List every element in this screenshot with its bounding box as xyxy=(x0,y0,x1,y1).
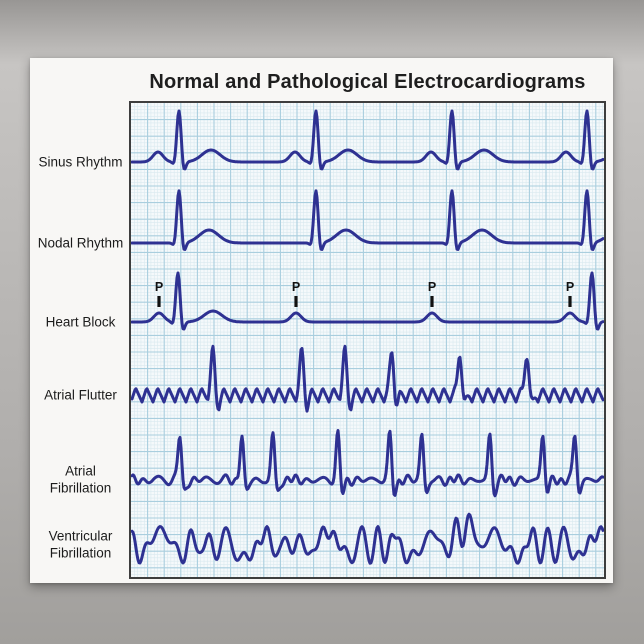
row-label-nodal xyxy=(33,234,128,251)
p-wave-marker-label: P xyxy=(154,280,164,294)
ecg-grid-minor xyxy=(131,103,604,577)
row-label-line: Heart Block xyxy=(45,314,116,330)
row-label-line: Sinus Rhythm xyxy=(38,154,123,170)
ecg-grid-major xyxy=(131,103,604,577)
row-label-atrial_fibrillation xyxy=(33,463,128,498)
p-wave-marker-tick xyxy=(430,296,433,307)
row-label-line: Fibrillation xyxy=(49,546,112,561)
row-label-heart_block xyxy=(33,313,128,330)
row-label-line: Ventricular xyxy=(48,528,113,544)
row-label-sinus xyxy=(33,153,128,170)
row-label-line: Atrial Flutter xyxy=(44,387,117,403)
p-wave-marker-tick xyxy=(157,296,160,307)
p-wave-marker-label: P xyxy=(565,280,575,294)
row-label-line: Atrial xyxy=(65,463,96,479)
ecg-chart xyxy=(129,101,606,579)
p-wave-marker-tick xyxy=(294,296,297,307)
row-label-ventricular_fibrillation xyxy=(33,528,128,563)
row-label-atrial_flutter xyxy=(33,386,128,403)
ecg-trace-atrial_fibrillation xyxy=(132,431,603,496)
ecg-poster xyxy=(30,58,613,583)
p-wave-marker-label: P xyxy=(291,280,301,294)
row-label-column xyxy=(30,103,129,577)
ecg-trace-nodal xyxy=(132,191,603,250)
ecg-trace-heart_block xyxy=(132,273,603,329)
p-wave-marker-label: P xyxy=(427,280,437,294)
p-wave-marker-tick xyxy=(568,296,571,307)
poster-title: Normal and Pathological Electrocardiograms xyxy=(149,71,586,93)
row-label-line: Nodal Rhythm xyxy=(37,235,124,251)
row-label-line: Fibrillation xyxy=(49,481,112,496)
